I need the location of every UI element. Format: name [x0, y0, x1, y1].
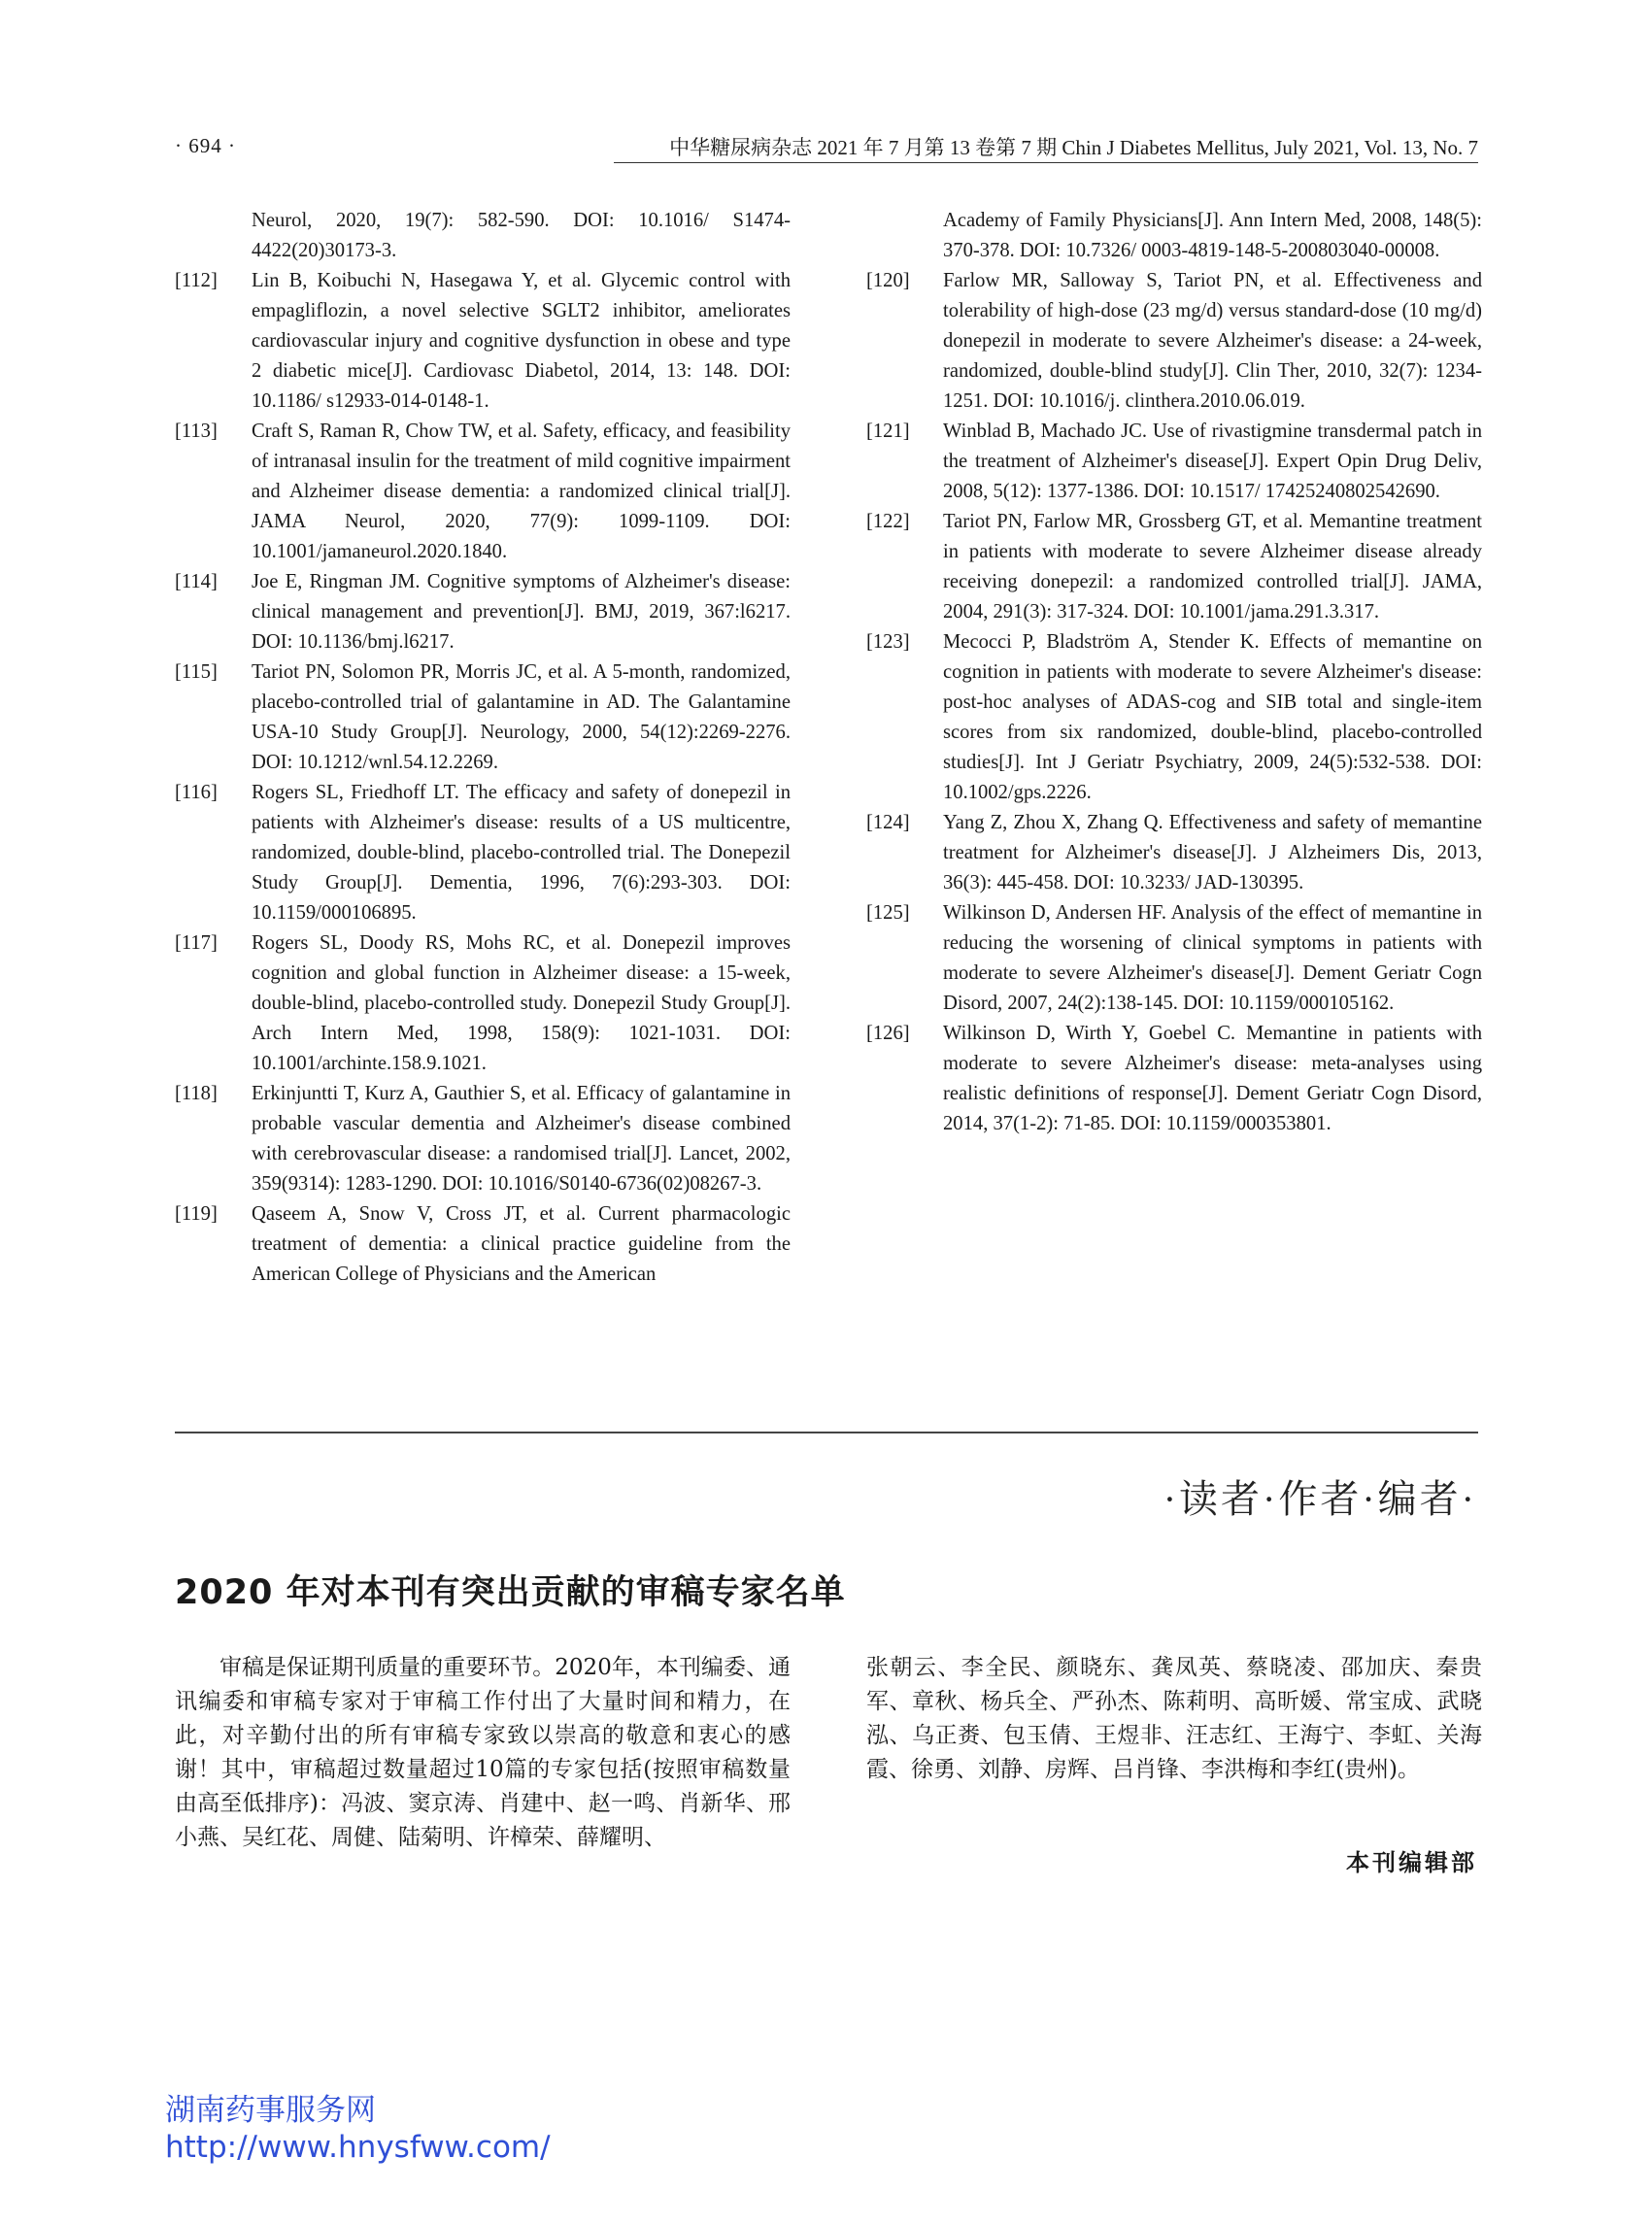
reference-entry	[866, 507, 1482, 627]
article-body-left-column: 审稿是保证期刊质量的重要环节。2020年，本刊编委、通讯编委和审稿专家对于审稿工作付出了大量时间和精力，在此，对辛勤付出的所有审稿专家致以崇高的敬意和衷心的感谢！其中，审稿超过数量超过10篇的专家包括(按照审稿数量由高至低排序)：冯波、窦京涛、肖建中、赵一鸣、肖新华、邢小燕、吴红花、周健、陆菊明、许樟荣、薛耀明、	[175, 1655, 791, 1850]
reference-text: Qaseem A, Snow V, Cross JT, et al. Current pharmacologic treatment of dementia: a clinical practice guideline from the American College of Physicians and the American	[252, 1203, 791, 1285]
reference-entry	[866, 417, 1482, 507]
watermark	[165, 2092, 551, 2166]
reference-entry	[175, 206, 791, 266]
reference-number: [116]	[175, 782, 218, 803]
reference-entry	[866, 266, 1482, 417]
reference-number: [118]	[175, 1083, 218, 1104]
reference-entry	[866, 808, 1482, 898]
reference-text: Wilkinson D, Wirth Y, Goebel C. Memantine in patients with moderate to severe Alzheimer's disease: meta-analyses using realistic definitions of response[J]. Dement Geriatr Cogn Disord, 2014, 37(1-2): 71-85. DOI: 10.1159/000353801.	[943, 1023, 1482, 1134]
reference-entry	[866, 898, 1482, 1019]
reference-number: [113]	[175, 421, 218, 442]
journal-citation-line: 中华糖尿病杂志 2021 年 7 月第 13 卷第 7 期 Chin J Diabetes Mellitus, July 2021, Vol. 13, No. 7	[669, 136, 1478, 159]
running-header	[175, 130, 1478, 163]
reference-number: [125]	[866, 902, 910, 924]
article-title: 2020 年对本刊有突出贡献的审稿专家名单	[175, 1573, 846, 1612]
reference-entry	[175, 1079, 791, 1199]
reference-number: [120]	[866, 270, 910, 291]
editorial-signature: 本刊编辑部	[1346, 1849, 1477, 1876]
reference-entry	[175, 778, 791, 928]
reference-text: Academy of Family Physicians[J]. Ann Intern Med, 2008, 148(5): 370-378. DOI: 10.7326/ 0003-4819-148-5-200803040-00008.	[943, 210, 1482, 261]
reference-entry	[175, 417, 791, 567]
reference-entry	[866, 627, 1482, 808]
reference-number: [122]	[866, 511, 910, 532]
reference-text: Erkinjuntti T, Kurz A, Gauthier S, et al. Efficacy of galantamine in probable vascular dementia and Alzheimer's disease combined with cerebrovascular disease: a randomised trial[J]. Lancet, 2002, 359(9314): 1283-1290. DOI: 10.1016/S0140-6736(02)08267-3.	[252, 1083, 791, 1195]
reference-entry	[175, 657, 791, 778]
header-rule	[614, 162, 1478, 163]
reference-entry	[175, 928, 791, 1079]
reference-text: Craft S, Raman R, Chow TW, et al. Safety, efficacy, and feasibility of intranasal insulin for the treatment of mild cognitive impairment and Alzheimer disease dementia: a randomized clinical trial[J]. JAMA Neurol, 2020, 77(9): 1099-1109. DOI: 10.1001/jamaneurol.2020.1840.	[252, 421, 791, 562]
reference-text: Wilkinson D, Andersen HF. Analysis of the effect of memantine in reducing the worsening of clinical symptoms in patients with moderate to severe Alzheimer's disease[J]. Dement Geriatr Cogn Disord, 2007, 24(2):138-145. DOI: 10.1159/000105162.	[943, 902, 1482, 1014]
reference-text: Mecocci P, Bladström A, Stender K. Effects of memantine on cognition in patients with moderate to severe Alzheimer's disease: post-hoc analyses of ADAS-cog and SIB total and single-item scores from six randomized, double-blind, placebo-controlled studies[J]. Int J Geriatr Psychiatry, 2009, 24(5):532-538. DOI: 10.1002/gps.2226.	[943, 631, 1482, 803]
reference-list-left-column	[175, 206, 791, 1290]
reference-text: Joe E, Ringman JM. Cognitive symptoms of Alzheimer's disease: clinical management and prevention[J]. BMJ, 2019, 367:l6217. DOI: 10.1136/bmj.l6217.	[252, 571, 791, 653]
reference-text: Neurol, 2020, 19(7): 582-590. DOI: 10.1016/ S1474-4422(20)30173-3.	[252, 210, 791, 261]
reference-number: [112]	[175, 270, 218, 291]
reference-number: [119]	[175, 1203, 218, 1225]
reference-text: Lin B, Koibuchi N, Hasegawa Y, et al. Glycemic control with empagliflozin, a novel selective SGLT2 inhibitor, ameliorates cardiovascular injury and cognitive dysfunction in obese and type 2 diabetic mice[J]. Cardiovasc Diabetol, 2014, 13: 148. DOI: 10.1186/ s12933-014-0148-1.	[252, 270, 791, 412]
reference-number: [126]	[866, 1023, 910, 1044]
reference-text: Tariot PN, Solomon PR, Morris JC, et al. A 5-month, randomized, placebo-controlled trial of galantamine in AD. The Galantamine USA-10 Study Group[J]. Neurology, 2000, 54(12):2269-2276. DOI: 10.1212/wnl.54.12.2269.	[252, 661, 791, 773]
reference-number: [117]	[175, 932, 218, 954]
reference-entry	[866, 1019, 1482, 1139]
reference-entry	[175, 567, 791, 657]
reference-text: Yang Z, Zhou X, Zhang Q. Effectiveness and safety of memantine treatment for Alzheimer's disease[J]. J Alzheimers Dis, 2013, 36(3): 445-458. DOI: 10.3233/ JAD-130395.	[943, 812, 1482, 893]
reference-text: Winblad B, Machado JC. Use of rivastigmine transdermal patch in the treatment of Alzheimer's disease[J]. Expert Opin Drug Deliv, 2008, 5(12): 1377-1386. DOI: 10.1517/ 17425240802542690.	[943, 421, 1482, 502]
reference-number: [123]	[866, 631, 910, 653]
column-heading: ·读者·作者·编者·	[1163, 1477, 1477, 1521]
reference-entry	[866, 206, 1482, 266]
reference-number: [124]	[866, 812, 910, 833]
watermark-site-name: 湖南药事服务网	[165, 2093, 376, 2128]
reference-text: Rogers SL, Doody RS, Mohs RC, et al. Donepezil improves cognition and global function in Alzheimer disease: a 15-week, double-blind, placebo-controlled study. Donepezil Study Group[J]. Arch Intern Med, 1998, 158(9): 1021-1031. DOI: 10.1001/archinte.158.9.1021.	[252, 932, 791, 1074]
reference-entry	[175, 1199, 791, 1290]
reference-text: Rogers SL, Friedhoff LT. The efficacy and safety of donepezil in patients with Alzheimer's disease: results of a US multicentre, randomized, double-blind, placebo-controlled trial. The Donepezil Study Group[J]. Dementia, 1996, 7(6):293-303. DOI: 10.1159/000106895.	[252, 782, 791, 924]
reference-number: [121]	[866, 421, 910, 442]
reference-text: Tariot PN, Farlow MR, Grossberg GT, et al. Memantine treatment in patients with moderate to severe Alzheimer disease already receiving donepezil: a randomized controlled trial[J]. JAMA, 2004, 291(3): 317-324. DOI: 10.1001/jama.291.3.317.	[943, 511, 1482, 623]
reference-number: [115]	[175, 661, 218, 683]
reference-number: [114]	[175, 571, 218, 592]
page-number: · 694 ·	[175, 134, 236, 157]
reference-text: Farlow MR, Salloway S, Tariot PN, et al. Effectiveness and tolerability of high-dose (23 mg/d) versus standard-dose (10 mg/d) donepezil in moderate to severe Alzheimer's disease: a 24-week, randomized, double-blind study[J]. Clin Ther, 2010, 32(7): 1234-1251. DOI: 10.1016/j. clinthera.2010.06.019.	[943, 270, 1482, 412]
reference-entry	[175, 266, 791, 417]
watermark-url: http://www.hnysfww.com/	[165, 2130, 551, 2165]
reference-list-right-column	[866, 206, 1482, 1139]
article-body-right-column: 张朝云、李全民、颜晓东、龚凤英、蔡晓凌、邵加庆、秦贵军、章秋、杨兵全、严孙杰、陈莉明、高昕媛、常宝成、武晓泓、乌正赉、包玉倩、王煜非、汪志红、王海宁、李虹、关海霞、徐勇、刘静、房辉、吕肖锋、李洪梅和李红(贵州)。	[866, 1655, 1482, 1782]
section-divider	[175, 1432, 1478, 1433]
